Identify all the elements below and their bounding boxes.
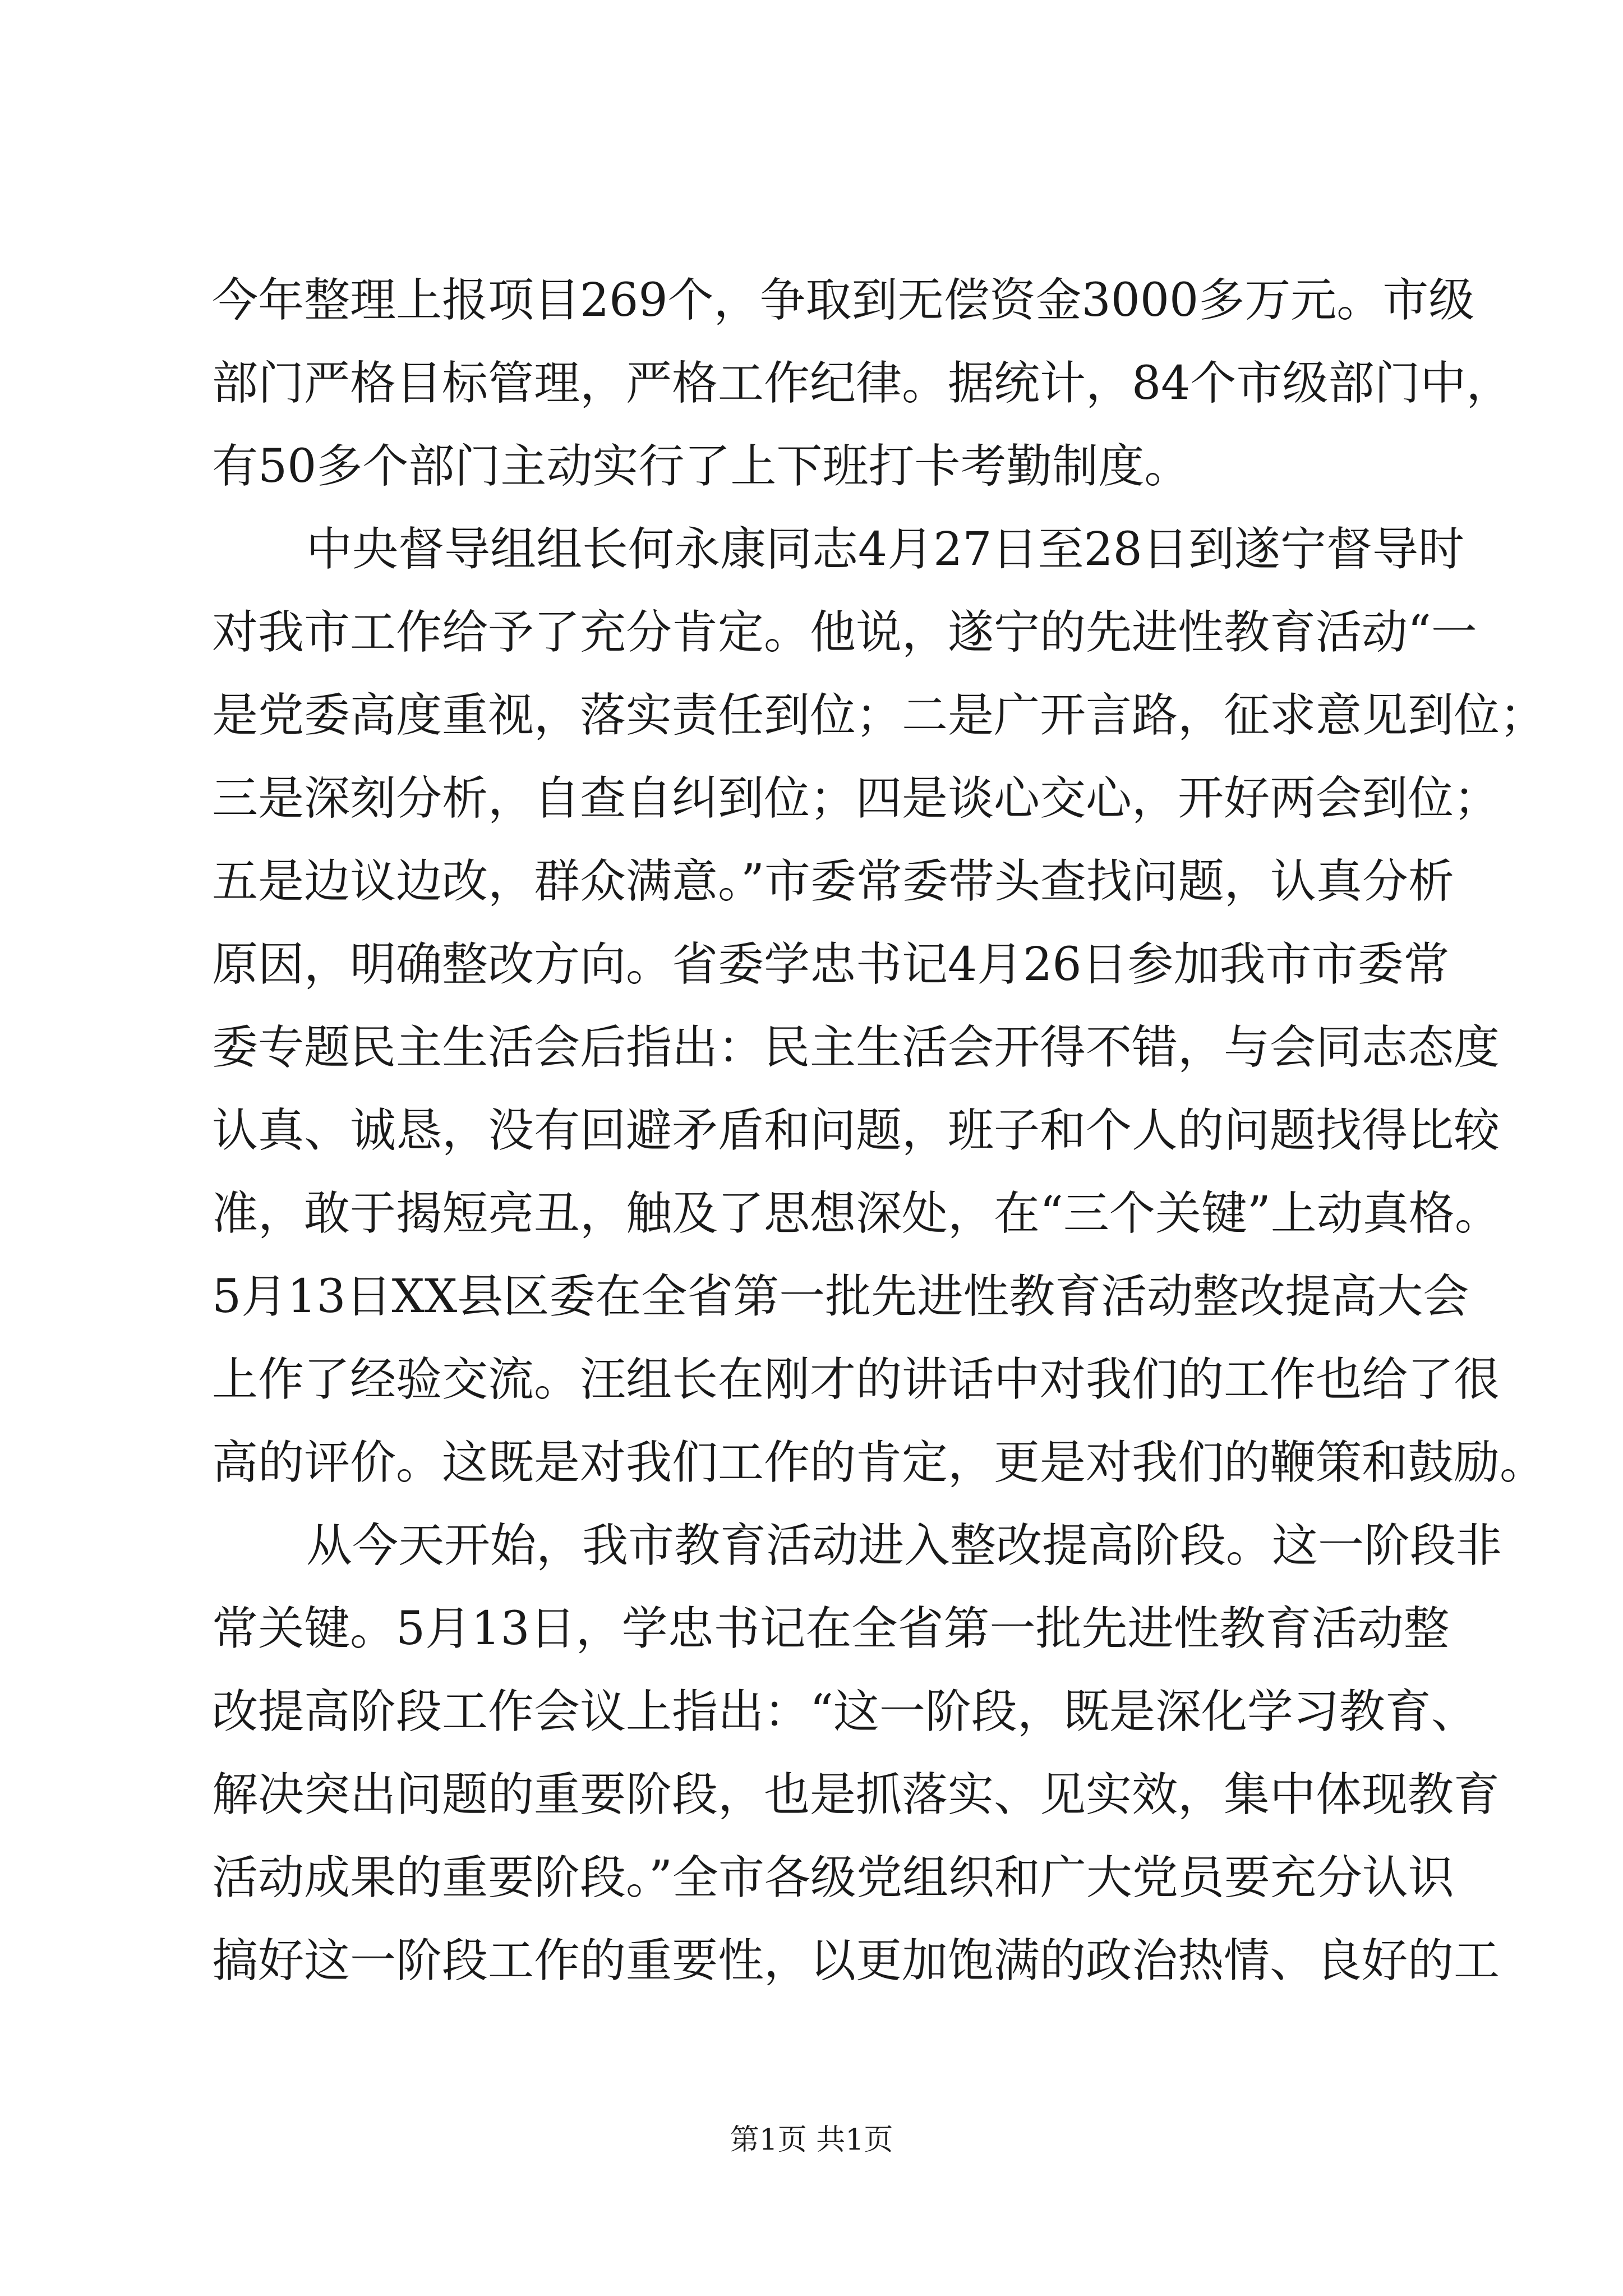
- text-line: 五是边议边改，群众满意。”市委常委带头查找问题，认真分析: [212, 855, 1454, 908]
- page-number-footer: 第1页 共1页: [730, 2123, 893, 2157]
- text-line: 认真、诚恳，没有回避矛盾和问题，班子和个人的问题找得比较: [212, 1104, 1500, 1157]
- text-line: 高的评价。这既是对我们工作的肯定，更是对我们的鞭策和鼓励。: [212, 1436, 1546, 1489]
- text-line: 5月13日XX县区委在全省第一批先进性教育活动整改提高大会: [212, 1270, 1469, 1323]
- text-line: 对我市工作给予了充分肯定。他说，遂宁的先进性教育活动“一: [212, 606, 1477, 659]
- text-line: 是党委高度重视，落实责任到位；二是广开言路，征求意见到位；: [212, 689, 1546, 742]
- text-line: 从今天开始，我市教育活动进入整改提高阶段。这一阶段非: [306, 1519, 1502, 1572]
- text-line: 搞好这一阶段工作的重要性，以更加饱满的政治热情、良好的工: [212, 1934, 1500, 1987]
- text-line: 委专题民主生活会后指出：民主生活会开得不错，与会同志态度: [212, 1021, 1500, 1074]
- text-line: 有50多个部门主动实行了上下班打卡考勤制度。: [212, 440, 1191, 493]
- text-line: 三是深刻分析，自查自纠到位；四是谈心交心，开好两会到位；: [212, 772, 1500, 825]
- text-line: 上作了经验交流。汪组长在刚才的讲话中对我们的工作也给了很: [212, 1353, 1500, 1406]
- text-line: 改提高阶段工作会议上指出：“这一阶段，既是深化学习教育、: [212, 1685, 1477, 1738]
- text-line: 今年整理上报项目269个，争取到无偿资金3000多万元。市级: [212, 274, 1475, 327]
- text-line: 中央督导组组长何永康同志4月27日至28日到遂宁督导时: [306, 523, 1464, 576]
- document-body: [212, 259, 1546, 2003]
- text-line: 活动成果的重要阶段。”全市各级党组织和广大党员要充分认识: [212, 1851, 1454, 1904]
- text-line: 常关键。5月13日，学忠书记在全省第一批先进性教育活动整: [212, 1602, 1450, 1655]
- text-line: 部门严格目标管理，严格工作纪律。据统计，84个市级部门中，: [212, 357, 1513, 410]
- text-line: 准，敢于揭短亮丑，触及了思想深处，在“三个关键”上动真格。: [212, 1187, 1501, 1240]
- text-line: 原因，明确整改方向。省委学忠书记4月26日参加我市市委常: [212, 938, 1450, 991]
- text-line: 解决突出问题的重要阶段，也是抓落实、见实效，集中体现教育: [212, 1768, 1500, 1821]
